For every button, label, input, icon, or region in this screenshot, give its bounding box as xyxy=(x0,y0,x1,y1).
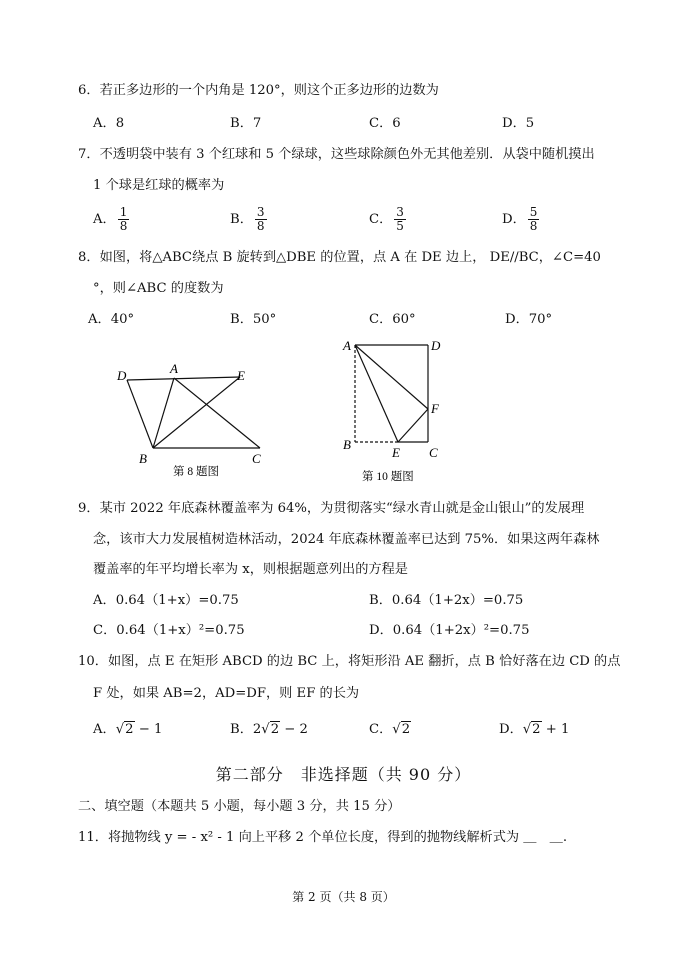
q9-option-c: C．0.64（1+x）²=0.75 xyxy=(93,623,245,638)
q10-line2: F 处，如果 AB=2，AD=DF，则 EF 的长为 xyxy=(93,686,360,701)
q7-option-b xyxy=(230,206,269,233)
q9-line2: 念，该市大力发展植树造林活动，2024 年底森林覆盖率已达到 75%．如果这两年森林 xyxy=(93,532,600,547)
q7-stem-line2: 1 个球是红球的概率为 xyxy=(93,178,225,193)
q11-stem: 11．将抛物线 y = - x² - 1 向上平移 2 个单位长度，得到的抛物线解析式为 ＿ ＿. xyxy=(78,830,568,845)
q10-option-d: D．√2 + 1 xyxy=(499,722,570,737)
figure-10-lines xyxy=(355,345,428,442)
q7-stem-line1: 7．不透明袋中装有 3 个红球和 5 个绿球，这些球除颜色外无其他差别．从袋中随机摸出 xyxy=(78,147,595,162)
q7-option-a-label: A． xyxy=(93,212,116,227)
q8-stem-line1: 8．如图，将△ABC绕点 B 旋转到△DBE 的位置，点 A 在 DE 边上， DE//BC，∠C=40 xyxy=(78,250,601,265)
q6-option-b: B．7 xyxy=(230,116,262,131)
fig10-label-f: F xyxy=(431,401,439,416)
q7-option-a-fraction: $\frac{1}{8}$ xyxy=(119,205,128,233)
q8-option-a: A．40° xyxy=(88,312,135,327)
q7-option-c-fraction: $\frac{3}{5}$ xyxy=(396,205,404,233)
q7-option-a xyxy=(93,206,131,233)
q8-stem-line2: °，则∠ABC 的度数为 xyxy=(93,281,224,296)
q6-option-d: D．5 xyxy=(502,116,535,131)
section-two-title: 第二部分 非选择题（共 90 分） xyxy=(215,765,472,784)
fill-heading: 二、填空题（本题共 5 小题，每小题 3 分，共 15 分） xyxy=(78,799,401,814)
q7-option-d-fraction: $\frac{5}{8}$ xyxy=(529,205,538,233)
q6-stem: 6．若正多边形的一个内角是 120°，则这个正多边形的边数为 xyxy=(78,83,439,98)
q7-option-c-label: C． xyxy=(369,212,393,227)
fig8-caption: 第 8 题图 xyxy=(173,466,219,478)
q6-option-c: C．6 xyxy=(369,116,401,131)
q7-option-d xyxy=(502,206,541,233)
q7-option-b-label: B． xyxy=(230,212,253,227)
fig8-label-d: D xyxy=(117,368,127,383)
q9-option-a: A．0.64（1+x）=0.75 xyxy=(93,593,239,608)
q8-option-b: B．50° xyxy=(230,312,277,327)
q6-option-a: A．8 xyxy=(93,116,125,131)
fig10-label-d: D xyxy=(431,338,441,353)
q7-option-b-fraction: $\frac{3}{8}$ xyxy=(256,205,265,233)
fig8-label-e: E xyxy=(237,368,245,383)
page-footer: 第 2 页（共 8 页） xyxy=(292,890,395,904)
fig10-label-b: B xyxy=(343,437,351,452)
q7-option-c xyxy=(369,206,408,233)
q10-line1: 10．如图，点 E 在矩形 ABCD 的边 BC 上，将矩形沿 AE 翻折，点 B 恰好落在边 CD 的点 xyxy=(78,654,621,669)
fig10-caption: 第 10 题图 xyxy=(362,471,414,483)
fig8-label-a: A xyxy=(170,361,178,376)
q9-option-b: B．0.64（1+2x）=0.75 xyxy=(369,593,524,608)
fig10-label-c: C xyxy=(429,445,438,460)
fig10-label-e: E xyxy=(392,445,400,460)
q10-option-c: C．√2 xyxy=(369,722,411,737)
fig10-label-a: A xyxy=(343,338,351,353)
q7-option-d-label: D． xyxy=(502,212,526,227)
fig8-label-b: B xyxy=(139,451,147,466)
fig8-label-c: C xyxy=(252,451,261,466)
q9-line3: 覆盖率的年平均增长率为 x，则根据题意列出的方程是 xyxy=(93,562,408,577)
q8-option-c: C．60° xyxy=(369,312,416,327)
figure-10 xyxy=(335,335,455,490)
figure-8-lines xyxy=(127,377,260,448)
q9-line1: 9．某市 2022 年底森林覆盖率为 64%，为贯彻落实“绿水青山就是金山银山”的发展理 xyxy=(78,501,585,516)
q9-option-d: D．0.64（1+2x）²=0.75 xyxy=(369,623,530,638)
q8-option-d: D．70° xyxy=(505,312,553,327)
q10-option-a: A．√2 − 1 xyxy=(93,722,163,737)
q10-option-b: B．2√2 − 2 xyxy=(230,722,308,737)
figure-8 xyxy=(105,355,285,480)
